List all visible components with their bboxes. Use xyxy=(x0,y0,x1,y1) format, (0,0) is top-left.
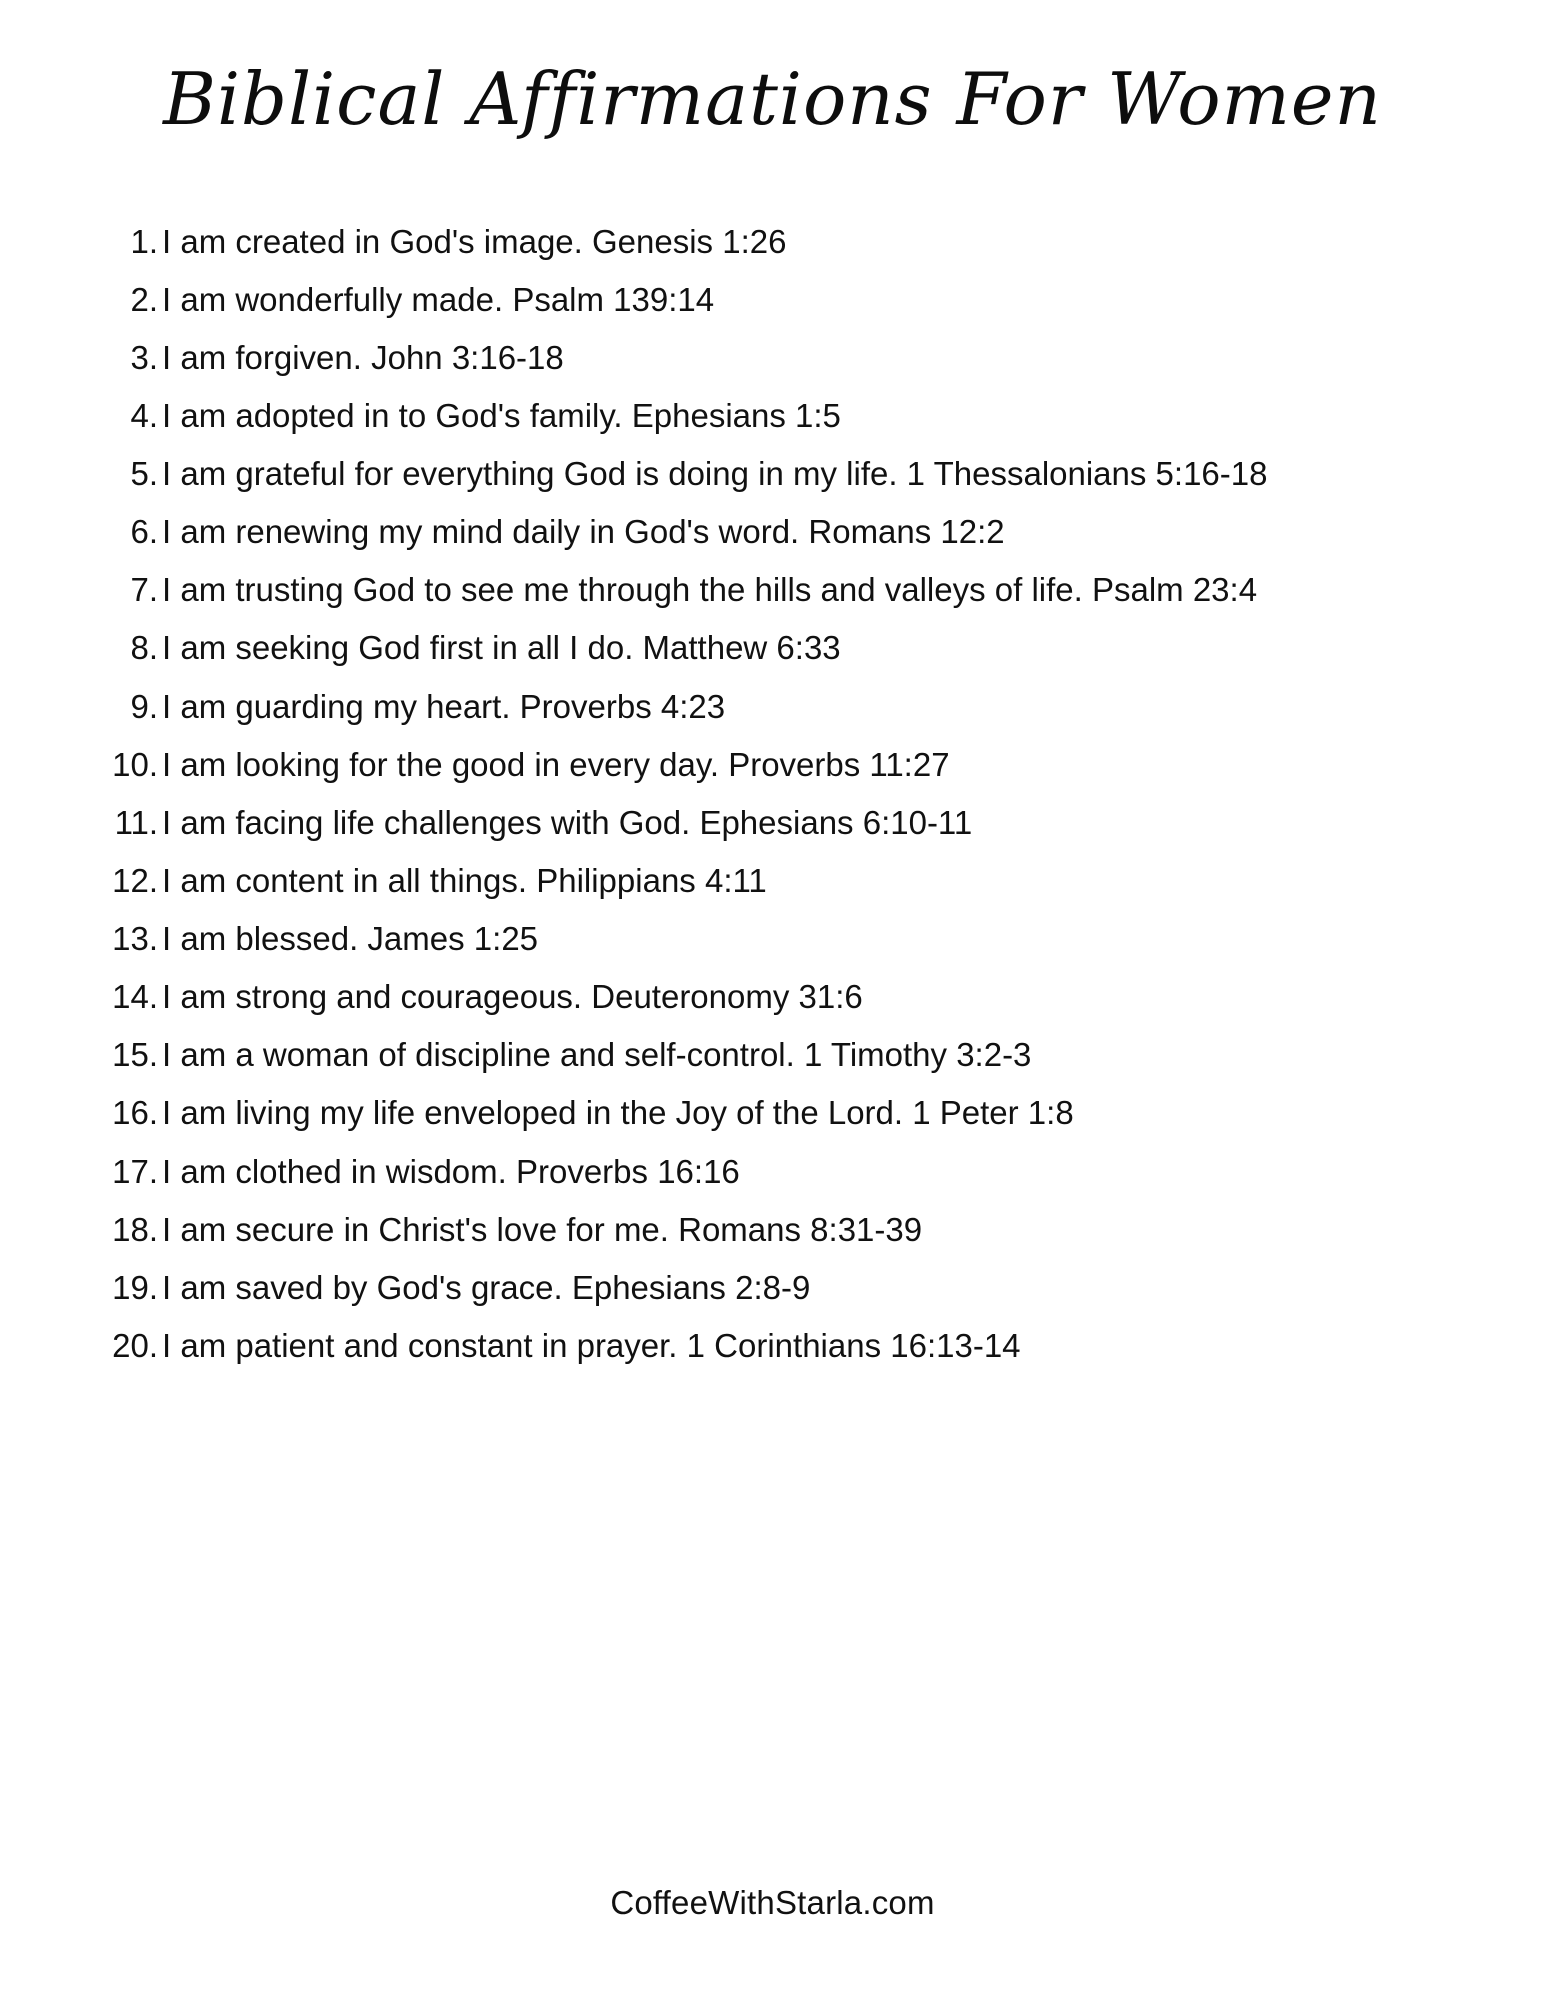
list-item-text: I am patient and constant in prayer. 1 Corinthians 16:13-14 xyxy=(162,1326,1021,1364)
list-item-number: 7. xyxy=(130,571,158,609)
list-item-number: 6. xyxy=(130,513,158,551)
list-item-text: I am trusting God to see me through the hills and valleys of life. Psalm 23:4 xyxy=(162,571,1258,609)
list-item xyxy=(96,390,1493,442)
list-item-number: 12. xyxy=(112,861,158,899)
list-item-text: I am seeking God first in all I do. Matthew 6:33 xyxy=(162,629,841,667)
list-item-number: 15. xyxy=(112,1036,158,1074)
list-item-number: 19. xyxy=(112,1268,158,1306)
list-item xyxy=(96,1320,1493,1372)
list-item-text: I am secure in Christ's love for me. Romans 8:31-39 xyxy=(162,1210,923,1248)
list-item-number: 18. xyxy=(112,1210,158,1248)
list-item xyxy=(96,1029,1493,1081)
list-item-number: 11. xyxy=(114,803,158,841)
list-item-number: 10. xyxy=(112,745,158,783)
list-item xyxy=(96,216,1493,268)
list-item-text: I am content in all things. Philippians 4:11 xyxy=(162,861,767,899)
list-item-text: I am facing life challenges with God. Ephesians 6:10-11 xyxy=(162,803,973,841)
list-item-text: I am adopted in to God's family. Ephesians 1:5 xyxy=(162,396,841,434)
list-item-text: I am renewing my mind daily in God's word. Romans 12:2 xyxy=(162,513,1005,551)
list-item-text: I am strong and courageous. Deuteronomy 31:6 xyxy=(162,978,863,1016)
list-item xyxy=(96,739,1493,791)
list-item-text: I am saved by God's grace. Ephesians 2:8-9 xyxy=(162,1268,811,1306)
list-item-number: 16. xyxy=(112,1094,158,1132)
list-item xyxy=(96,1146,1493,1198)
list-item xyxy=(96,1087,1493,1139)
list-item xyxy=(96,622,1493,674)
list-item xyxy=(96,681,1493,733)
list-item-number: 2. xyxy=(130,280,158,318)
list-item-number: 8. xyxy=(130,629,158,667)
list-item-text: I am clothed in wisdom. Proverbs 16:16 xyxy=(162,1152,740,1190)
list-item-number: 17. xyxy=(112,1152,158,1190)
list-item-text: I am grateful for everything God is doing in my life. 1 Thessalonians 5:16-18 xyxy=(162,455,1268,493)
list-item-number: 14. xyxy=(112,978,158,1016)
list-item xyxy=(96,913,1493,965)
list-item-number: 1. xyxy=(130,222,158,260)
list-item-text: I am a woman of discipline and self-control. 1 Timothy 3:2-3 xyxy=(162,1036,1032,1074)
list-item xyxy=(96,797,1493,849)
list-item-text: I am wonderfully made. Psalm 139:14 xyxy=(162,280,715,318)
footer-website: CoffeeWithStarla.com xyxy=(610,1884,935,1921)
list-item xyxy=(96,274,1493,326)
list-item xyxy=(96,564,1493,616)
list-item xyxy=(96,1262,1493,1314)
affirmations-list xyxy=(96,216,1493,1373)
list-item-number: 13. xyxy=(112,920,158,958)
list-item-number: 20. xyxy=(112,1326,158,1364)
list-item-number: 3. xyxy=(130,338,158,376)
affirmations-section xyxy=(0,216,1545,1373)
list-item-text: I am forgiven. John 3:16-18 xyxy=(162,338,564,376)
list-item-text: I am looking for the good in every day. Proverbs 11:27 xyxy=(162,745,950,783)
list-item-text: I am blessed. James 1:25 xyxy=(162,920,539,958)
list-item xyxy=(96,855,1493,907)
list-item xyxy=(96,448,1493,500)
list-item xyxy=(96,506,1493,558)
list-item-text: I am created in God's image. Genesis 1:26 xyxy=(162,222,787,260)
list-item-text: I am living my life enveloped in the Joy of the Lord. 1 Peter 1:8 xyxy=(162,1094,1074,1132)
list-item xyxy=(96,332,1493,384)
list-item-number: 5. xyxy=(130,455,158,493)
list-item xyxy=(96,1204,1493,1256)
page-title: Biblical Affirmations For Women xyxy=(163,57,1382,141)
list-item-number: 9. xyxy=(130,687,158,725)
list-item-text: I am guarding my heart. Proverbs 4:23 xyxy=(162,687,726,725)
list-item xyxy=(96,971,1493,1023)
list-item-number: 4. xyxy=(130,396,158,434)
